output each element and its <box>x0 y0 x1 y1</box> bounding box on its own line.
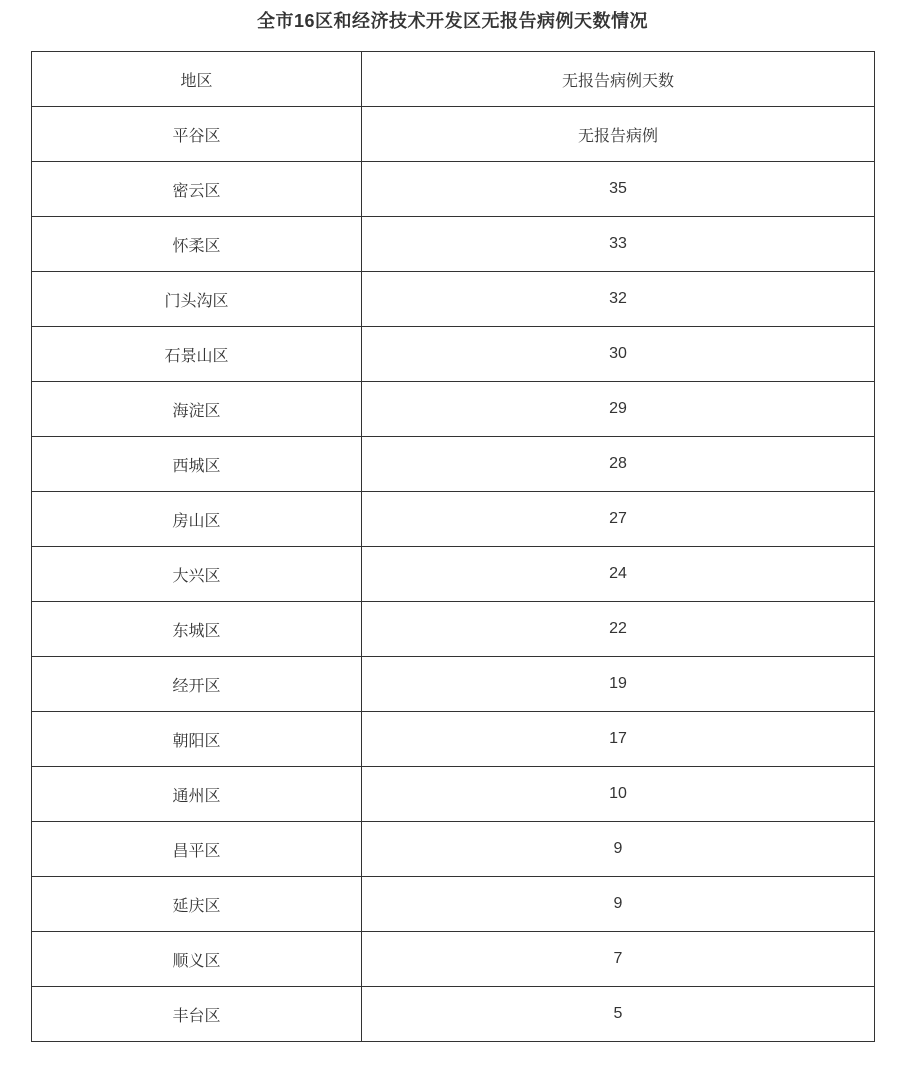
table-row <box>32 602 875 657</box>
days-cell: 19 <box>362 657 875 712</box>
table-row <box>32 822 875 877</box>
table-header-row <box>32 52 875 107</box>
table-row <box>32 492 875 547</box>
district-cell: 东城区 <box>32 602 362 657</box>
days-cell: 无报告病例 <box>362 107 875 162</box>
days-cell: 29 <box>362 382 875 437</box>
table-row <box>32 712 875 767</box>
district-cell: 顺义区 <box>32 932 362 987</box>
table-row <box>32 547 875 602</box>
article-page <box>0 10 912 1069</box>
table-row <box>32 987 875 1042</box>
no-case-days-table <box>31 51 875 1042</box>
days-cell: 10 <box>362 767 875 822</box>
days-cell: 5 <box>362 987 875 1042</box>
table-row <box>32 877 875 932</box>
table-row <box>32 162 875 217</box>
table-row <box>32 382 875 437</box>
district-cell: 门头沟区 <box>32 272 362 327</box>
days-cell: 7 <box>362 932 875 987</box>
district-cell: 丰台区 <box>32 987 362 1042</box>
table-row <box>32 217 875 272</box>
days-cell: 9 <box>362 877 875 932</box>
district-cell: 朝阳区 <box>32 712 362 767</box>
table-row <box>32 657 875 712</box>
column-header-district: 地区 <box>32 52 362 107</box>
days-cell: 33 <box>362 217 875 272</box>
days-cell: 22 <box>362 602 875 657</box>
table-row <box>32 932 875 987</box>
days-cell: 24 <box>362 547 875 602</box>
district-cell: 怀柔区 <box>32 217 362 272</box>
days-cell: 35 <box>362 162 875 217</box>
district-cell: 经开区 <box>32 657 362 712</box>
days-cell: 17 <box>362 712 875 767</box>
table-row <box>32 437 875 492</box>
table-row <box>32 767 875 822</box>
table-row <box>32 272 875 327</box>
district-cell: 密云区 <box>32 162 362 217</box>
district-cell: 石景山区 <box>32 327 362 382</box>
column-header-days: 无报告病例天数 <box>362 52 875 107</box>
district-cell: 昌平区 <box>32 822 362 877</box>
days-cell: 27 <box>362 492 875 547</box>
page-title: 全市16区和经济技术开发区无报告病例天数情况 <box>256 11 649 31</box>
days-cell: 30 <box>362 327 875 382</box>
district-cell: 海淀区 <box>32 382 362 437</box>
district-cell: 通州区 <box>32 767 362 822</box>
district-cell: 平谷区 <box>32 107 362 162</box>
days-cell: 32 <box>362 272 875 327</box>
district-cell: 延庆区 <box>32 877 362 932</box>
table-body <box>32 107 875 1042</box>
district-cell: 房山区 <box>32 492 362 547</box>
table-row <box>32 107 875 162</box>
days-cell: 28 <box>362 437 875 492</box>
table-row <box>32 327 875 382</box>
district-cell: 西城区 <box>32 437 362 492</box>
days-cell: 9 <box>362 822 875 877</box>
district-cell: 大兴区 <box>32 547 362 602</box>
